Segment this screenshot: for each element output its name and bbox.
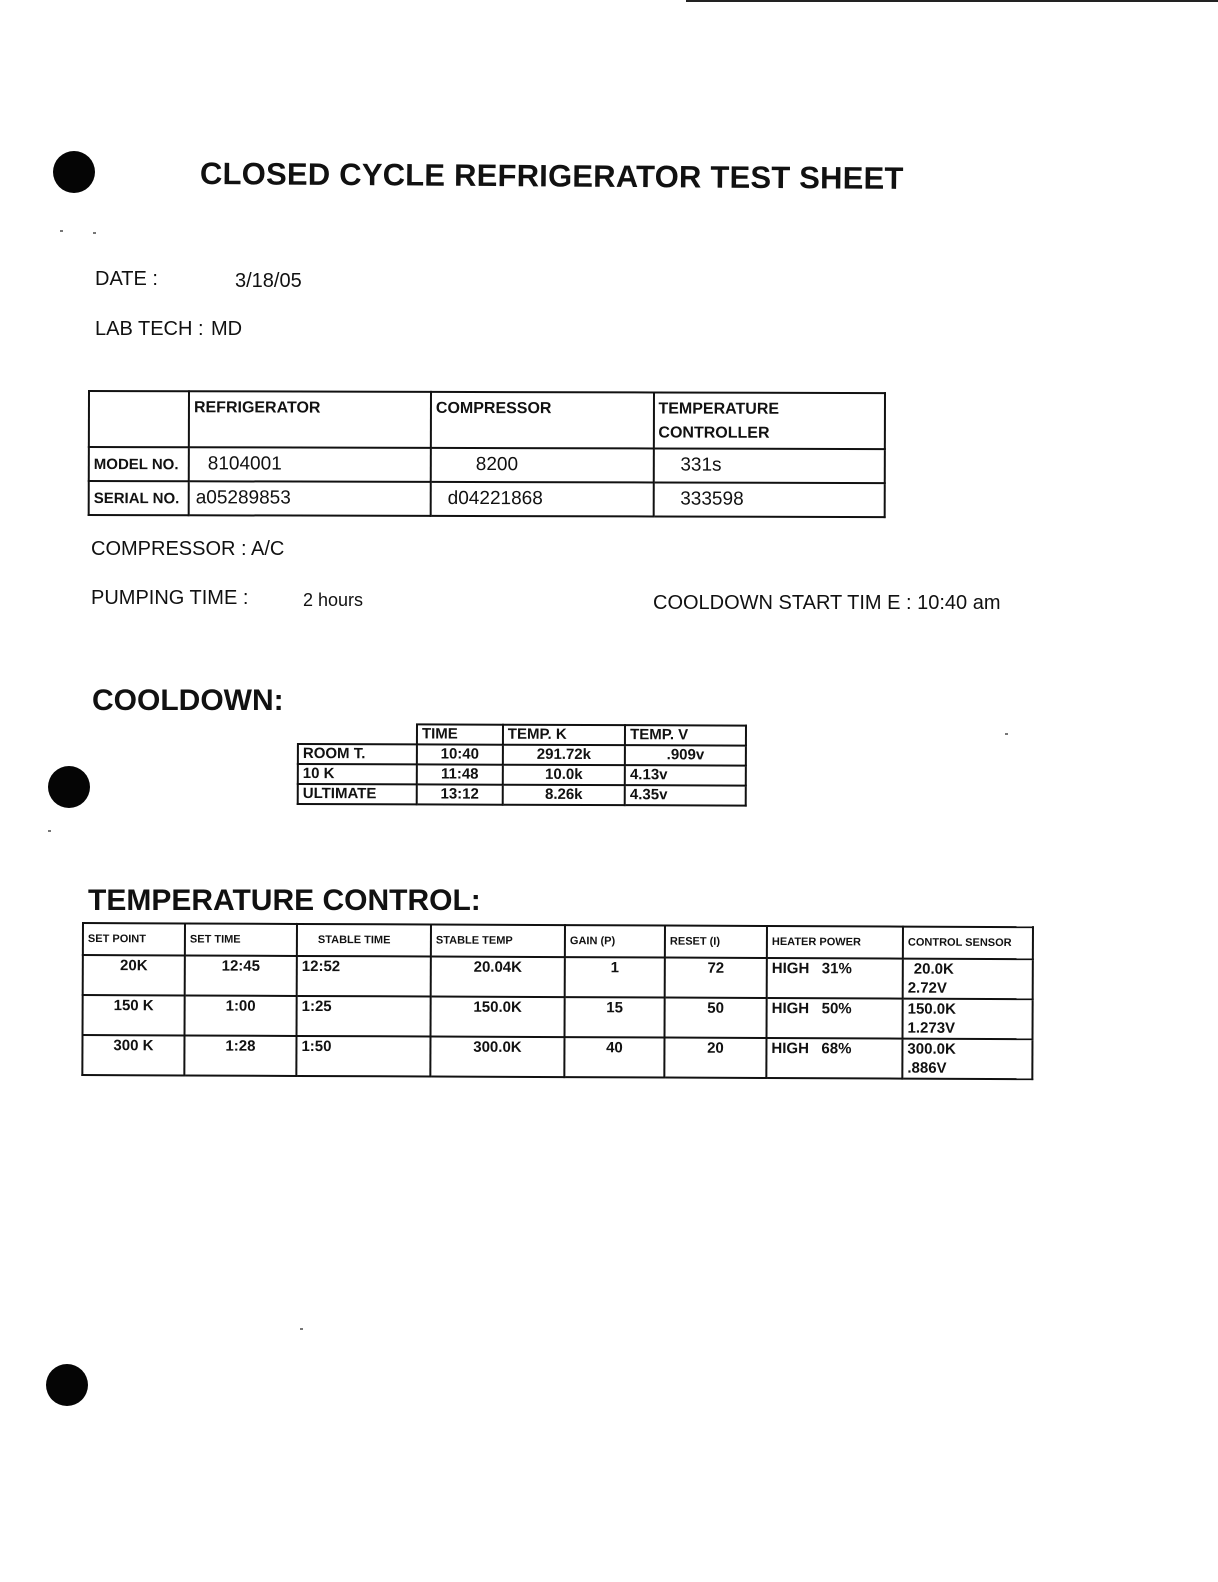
row-label-model: MODEL NO. (89, 447, 189, 481)
table-row (82, 1035, 1032, 1079)
temp-v-cell: 4.35v (625, 785, 746, 805)
serial-refrigerator: a05289853 (189, 481, 431, 516)
table-row (83, 955, 1033, 999)
table-row (89, 447, 885, 483)
time-cell: 11:48 (417, 764, 503, 784)
table-cell-blank (89, 391, 189, 447)
table-row (298, 744, 746, 766)
header-heater-power: HEATER POWER (767, 926, 903, 959)
lab-tech-label: LAB TECH : (95, 318, 204, 340)
heater-power-cell (766, 1038, 902, 1079)
header-control-sensor: CONTROL SENSOR (903, 927, 1033, 960)
cooldown-table (297, 723, 747, 807)
cooldown-start-time: COOLDOWN START TIM E : 10:40 am (653, 592, 1001, 614)
header-controller: CONTROLLER (658, 424, 770, 442)
set-point-cell: 300 K (82, 1035, 184, 1075)
header-stable-temp: STABLE TEMP (431, 925, 565, 958)
header-temperature: TEMPERATURE (658, 400, 780, 418)
sensor-temp: 150.0K (907, 1000, 957, 1018)
header-stable-time: STABLE TIME (297, 924, 431, 957)
table-row (89, 391, 885, 449)
control-sensor-cell (902, 999, 1032, 1040)
scan-edge-line (686, 0, 1218, 2)
date-value: 3/18/05 (235, 270, 302, 292)
time-cell: 13:12 (417, 784, 503, 804)
row-label: ULTIMATE (298, 784, 417, 804)
temp-k-cell: 8.26k (503, 785, 625, 805)
table-row (83, 995, 1033, 1039)
heater-level: HIGH (771, 1000, 810, 1018)
sensor-temp: 300.0K (907, 1040, 956, 1058)
page-title: CLOSED CYCLE REFRIGERATOR TEST SHEET (199, 156, 904, 196)
table-row (298, 784, 746, 806)
control-sensor-cell (903, 959, 1033, 1000)
sensor-voltage: 1.273V (907, 1019, 956, 1037)
header-gain: GAIN (P) (565, 925, 665, 957)
stable-time-cell: 1:25 (297, 996, 431, 1037)
sensor-voltage: 2.72V (907, 979, 947, 997)
temp-k-cell: 10.0k (503, 765, 625, 785)
reset-cell: 72 (665, 958, 767, 998)
set-time-cell: 1:00 (185, 995, 297, 1035)
row-label: ROOM T. (298, 744, 417, 764)
serial-compressor: d04221868 (431, 482, 654, 517)
punch-hole-middle (48, 766, 90, 808)
header-time: TIME (417, 724, 503, 744)
set-time-cell: 1:28 (184, 1035, 296, 1075)
heater-percent: 50% (821, 1000, 852, 1018)
cooldown-heading: COOLDOWN: (92, 684, 284, 717)
stable-temp-cell: 150.0K (431, 997, 565, 1038)
header-set-time: SET TIME (185, 923, 297, 955)
date-label: DATE : (95, 268, 158, 290)
header-temp-v: TEMP. V (625, 725, 746, 745)
heater-percent: 31% (821, 960, 852, 978)
stable-temp-cell: 300.0K (430, 1037, 564, 1078)
set-time-cell: 12:45 (185, 955, 297, 995)
control-sensor-cell (902, 1039, 1032, 1080)
scan-speck (300, 1328, 303, 1330)
pumping-time-label: PUMPING TIME : (91, 587, 249, 609)
stable-time-cell: 1:50 (296, 1036, 430, 1077)
sensor-voltage: .886V (907, 1059, 947, 1077)
punch-hole-top (53, 151, 95, 193)
sensor-temp: 20.0K (913, 960, 954, 978)
model-compressor: 8200 (431, 448, 654, 483)
table-row (298, 724, 746, 746)
table-row (89, 481, 885, 517)
model-refrigerator: 8104001 (189, 447, 431, 482)
gain-cell: 40 (564, 1037, 664, 1077)
heater-power-cell (767, 998, 903, 1039)
reset-cell: 20 (664, 1038, 766, 1078)
model-controller: 331s (653, 448, 885, 483)
header-temperature-controller (653, 392, 885, 449)
temp-v-cell: 4.13v (625, 765, 746, 785)
header-refrigerator: REFRIGERATOR (189, 391, 431, 448)
heater-power-cell (767, 958, 903, 999)
pumping-time-value: 2 hours (303, 590, 364, 610)
stable-time-cell: 12:52 (297, 956, 431, 997)
header-set-point: SET POINT (83, 923, 185, 955)
temp-v-cell: .909v (625, 745, 746, 765)
row-label: 10 K (298, 764, 417, 784)
scan-speck (48, 830, 51, 832)
scan-speck (93, 232, 96, 234)
table-row (298, 764, 746, 786)
equipment-table (88, 390, 886, 518)
row-label-serial: SERIAL NO. (89, 481, 189, 515)
heater-level: HIGH (771, 1040, 809, 1058)
header-compressor: COMPRESSOR (431, 392, 654, 449)
compressor-line: COMPRESSOR : A/C (91, 538, 285, 560)
punch-hole-bottom (46, 1364, 88, 1406)
table-cell-blank (298, 724, 417, 744)
scan-speck (1005, 733, 1008, 735)
serial-controller: 333598 (653, 482, 885, 517)
set-point-cell: 20K (83, 955, 185, 995)
gain-cell: 15 (565, 997, 665, 1037)
heater-level: HIGH (771, 960, 810, 978)
reset-cell: 50 (665, 998, 767, 1038)
temp-k-cell: 291.72k (503, 745, 625, 765)
scan-speck (60, 230, 63, 232)
gain-cell: 1 (565, 957, 665, 997)
temperature-control-heading: TEMPERATURE CONTROL: (88, 884, 481, 917)
stable-temp-cell: 20.04K (431, 957, 565, 998)
header-temp-k: TEMP. K (503, 725, 625, 745)
header-reset: RESET (I) (665, 926, 767, 958)
time-cell: 10:40 (417, 744, 503, 764)
table-row (83, 923, 1033, 959)
heater-percent: 68% (821, 1040, 852, 1058)
temperature-control-table (81, 922, 1034, 1080)
set-point-cell: 150 K (83, 995, 185, 1035)
lab-tech-value: MD (211, 318, 243, 340)
